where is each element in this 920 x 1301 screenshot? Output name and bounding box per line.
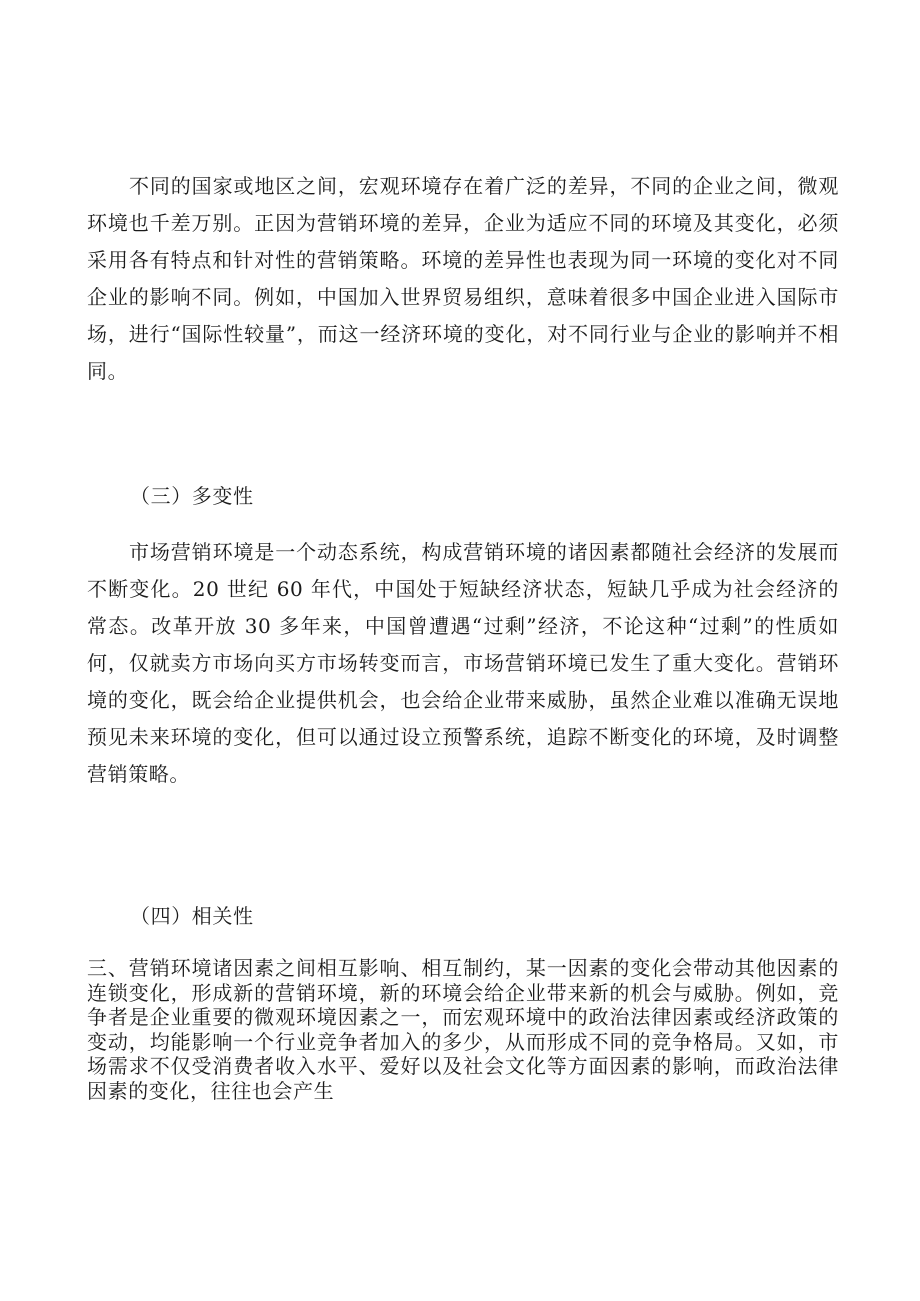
paragraph-diversity: 不同的国家或地区之间，宏观环境存在着广泛的差异，不同的企业之间，微观环境也千差万别。正因为营销环境的差异，企业为适应不同的环境及其变化，必须采用各有特点和针对性的营销策略。环境的差异性也表现为同一环境的变化对不同企业的影响不同。例如，中国加入世界贸易组织，意味着很多中国企业进入国际市场，进行“国际性较量”，而这一经济环境的变化，对不同行业与企业的影响并不相同。 [87, 174, 839, 383]
paragraph-correlation: 三、营销环境诸因素之间相互影响、相互制约，某一因素的变化会带动其他因素的连锁变化，形成新的营销环境，新的环境会给企业带来新的机会与威胁。例如，竞争者是企业重要的微观环境因素之一，而宏观环境中的政治法律因素或经济政策的变动，均能影响一个行业竞争者加入的多少，从而形成不同的竞争格局。又如，市场需求不仅受消费者收入水平、爱好以及社会文化等方面因素的影响，而政治法律因素的变化，往往也会产生 [87, 956, 839, 1103]
paragraph-variability: 市场营销环境是一个动态系统，构成营销环境的诸因素都随社会经济的发展而不断变化。20 世纪 60 年代，中国处于短缺经济状态，短缺几乎成为社会经济的常态。改革开放 30 多年来，中国曾遭遇“过剩”经济，不论这种“过剩”的性质如何，仅就卖方市场向买方市场转变而言，市场营销环境已发生了重大变化。营销环境的变化，既会给企业提供机会，也会给企业带来威胁，虽然企业难以准确无误地预见未来环境的变化，但可以通过设立预警系统，追踪不断变化的环境，及时调整营销策略。 [87, 540, 839, 786]
section-heading-variability: （三）多变性 [130, 484, 254, 508]
section-heading-correlation: （四）相关性 [130, 904, 254, 928]
